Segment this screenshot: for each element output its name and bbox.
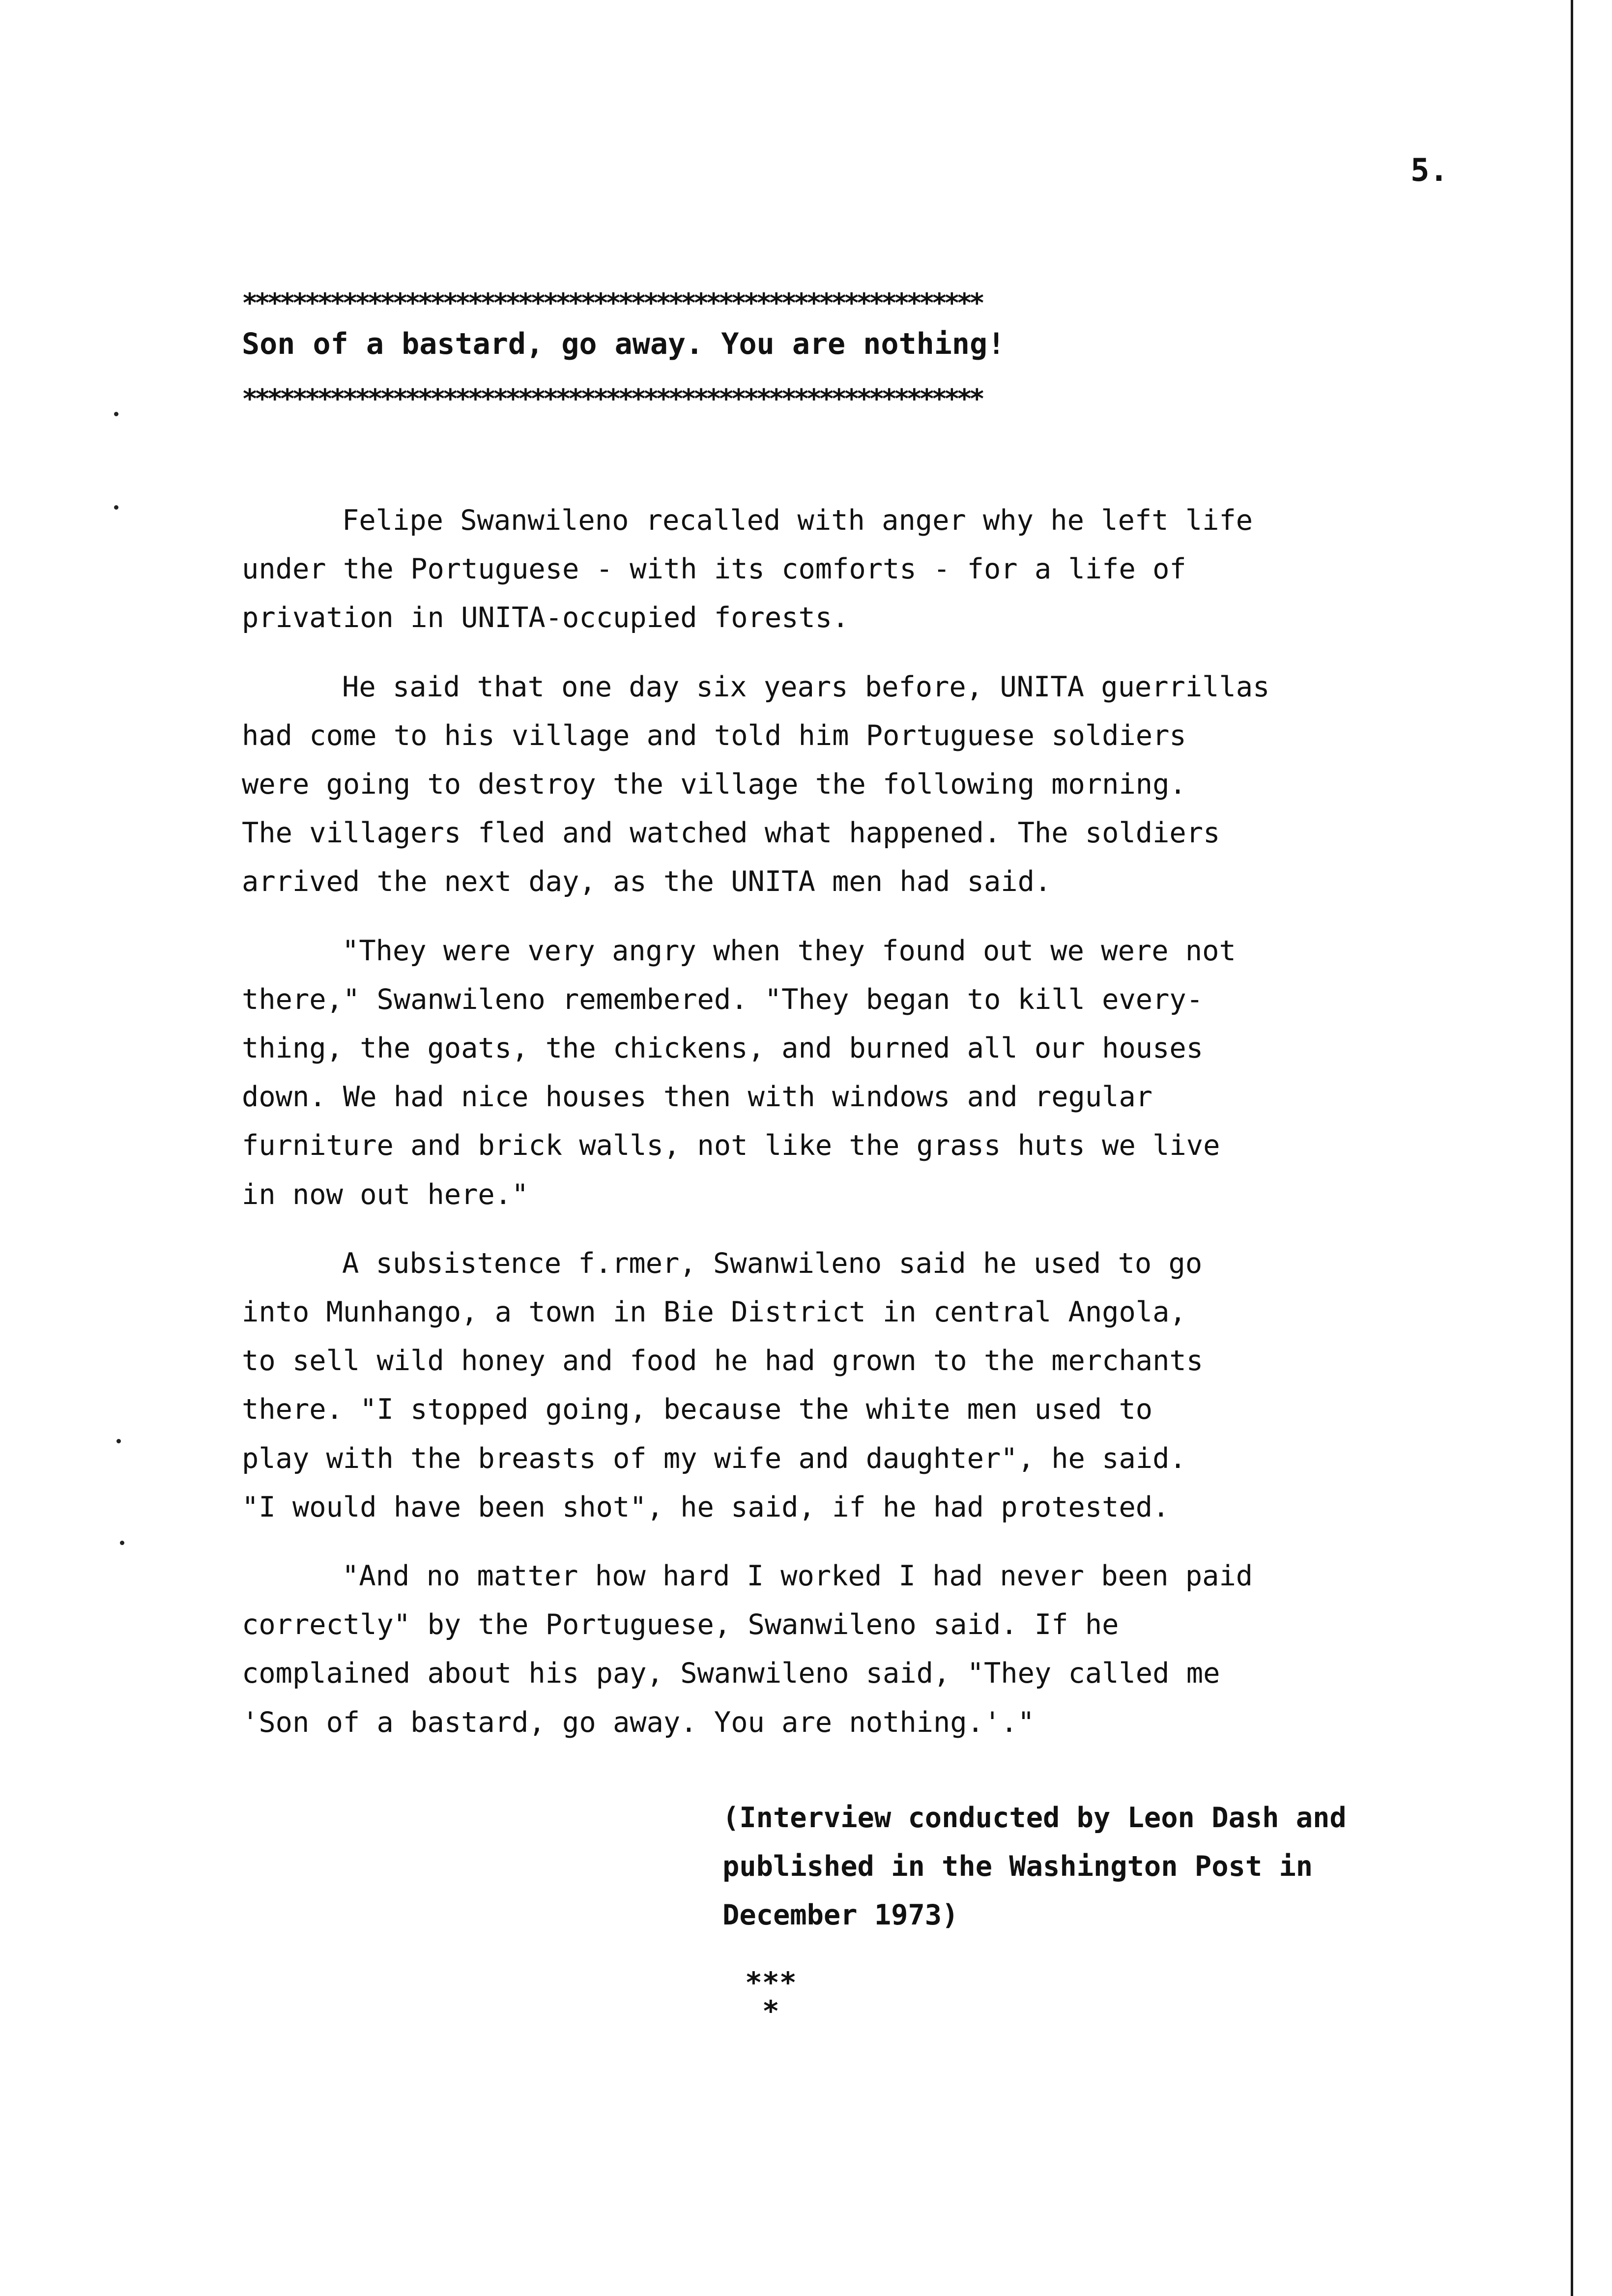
stars-divider-top: *********************************************************** (242, 287, 982, 318)
scan-speck (116, 1439, 121, 1443)
scan-speck (114, 505, 118, 510)
article-body (242, 496, 1451, 1767)
paragraph: A subsistence f.rmer, Swanwileno said he used to go into Munhango, a town in Bie District in central Angola, to sell wild honey and food he had grown to the merchants there. "I stopped going, because the white men used to play with the breasts of my wife and daughter", he said. "I would have been shot", he said, if he had protested. (242, 1247, 1204, 1523)
page-number: 5. (1410, 152, 1449, 189)
stars-divider-bottom: *********************************************************** (242, 383, 982, 414)
scan-speck (120, 1541, 124, 1545)
paragraph: He said that one day six years before, UNITA guerrillas had come to his village and told him Portuguese soldiers were going to destroy the village the following morning. The villagers fled and watched what happened. The soldiers arrived the next day, as the UNITA men had said. (242, 670, 1270, 898)
pull-quote: Son of a bastard, go away. You are nothing! (242, 327, 1006, 361)
end-mark: *** * (745, 1966, 797, 2028)
paragraph: "And no matter how hard I worked I had never been paid correctly" by the Portuguese, Swanwileno said. If he complained about his pay, Swanwileno said, "They called me 'Son of a bastard, go away. You are nothing.'." (242, 1560, 1253, 1739)
scan-speck (114, 412, 118, 416)
paragraph: "They were very angry when they found out we were not there," Swanwileno remembered. "They began to kill every- thing, the goats, the chickens, and burned all our houses down. We had nice houses then with windows and regular furniture and brick walls, not like the grass huts we live in now out here." (242, 934, 1236, 1211)
scan-edge-line (1571, 0, 1573, 2296)
source-credit: (Interview conducted by Leon Dash and published in the Washington Post in December 1973) (722, 1802, 1347, 1931)
paragraph: Felipe Swanwileno recalled with anger why he left life under the Portuguese - with its comforts - for a life of privation in UNITA-occupied forests. (242, 504, 1253, 634)
